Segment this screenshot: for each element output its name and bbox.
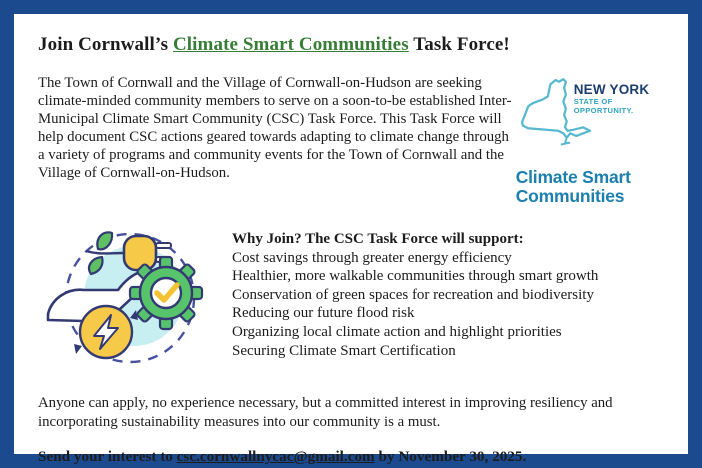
- state-of-label: STATE OF: [573, 97, 613, 106]
- why-join-item: Securing Climate Smart Certification: [232, 342, 456, 359]
- why-join-section: [232, 224, 598, 360]
- why-join-item: Healthier, more walkable communities through smart growth: [232, 268, 599, 285]
- clean-energy-illustration: [44, 224, 216, 374]
- intro-paragraph: The Town of Cornwall and the Village of Cornwall-on-Hudson are seeking climate-minded community members to serve on a soon-to-be established Inter-Municipal Climate Smart Community (CSC) Task Force. This Task Force will help document CSC actions geared towards adapting to climate change through a variety of programs and community events for the Town of Cornwall and the Village of Cornwall-on-Hudson.: [38, 75, 512, 181]
- title-suffix: Task Force!: [408, 34, 510, 55]
- opportunity-label: OPPORTUNITY.: [573, 106, 634, 115]
- title-prefix: Join Cornwall’s: [38, 34, 173, 55]
- cta-prefix: Send your interest to: [38, 448, 177, 465]
- why-join-item: Cost savings through greater energy efficiency: [232, 249, 512, 266]
- middle-row: [38, 224, 664, 374]
- csc-logo: [516, 68, 664, 206]
- new-york-state-logo: [516, 68, 664, 164]
- email-link[interactable]: csc.cornwallnycac@gmail.com: [176, 448, 375, 465]
- why-join-item: Organizing local climate action and highlight priorities: [232, 323, 562, 340]
- new-york-wordmark: NEW YORK: [573, 82, 650, 97]
- gear-check-icon: [130, 257, 202, 329]
- program-line2: Communities: [515, 186, 625, 206]
- program-line1: Climate Smart: [515, 167, 631, 187]
- why-join-item: Conservation of green spaces for recreation and biodiversity: [232, 286, 594, 303]
- cta-suffix: by November 30, 2025.: [374, 448, 527, 465]
- why-join-item: Reducing our future flood risk: [232, 305, 415, 322]
- why-join-list: [232, 249, 598, 361]
- flyer-content: [14, 14, 688, 465]
- page-title: [38, 34, 664, 56]
- why-join-heading: Why Join? The CSC Task Force will support:: [232, 231, 524, 247]
- cta-line: [38, 448, 664, 466]
- apply-paragraph: Anyone can apply, no experience necessary, but a committed interest in improving resiliency and incorporating sustainability measures into our community is a must.: [38, 395, 613, 430]
- intro-row: [38, 74, 664, 206]
- new-york-logo-text: [574, 82, 650, 115]
- climate-smart-communities-wordmark: [516, 168, 664, 206]
- climate-smart-communities-link[interactable]: Climate Smart Communities: [172, 34, 409, 55]
